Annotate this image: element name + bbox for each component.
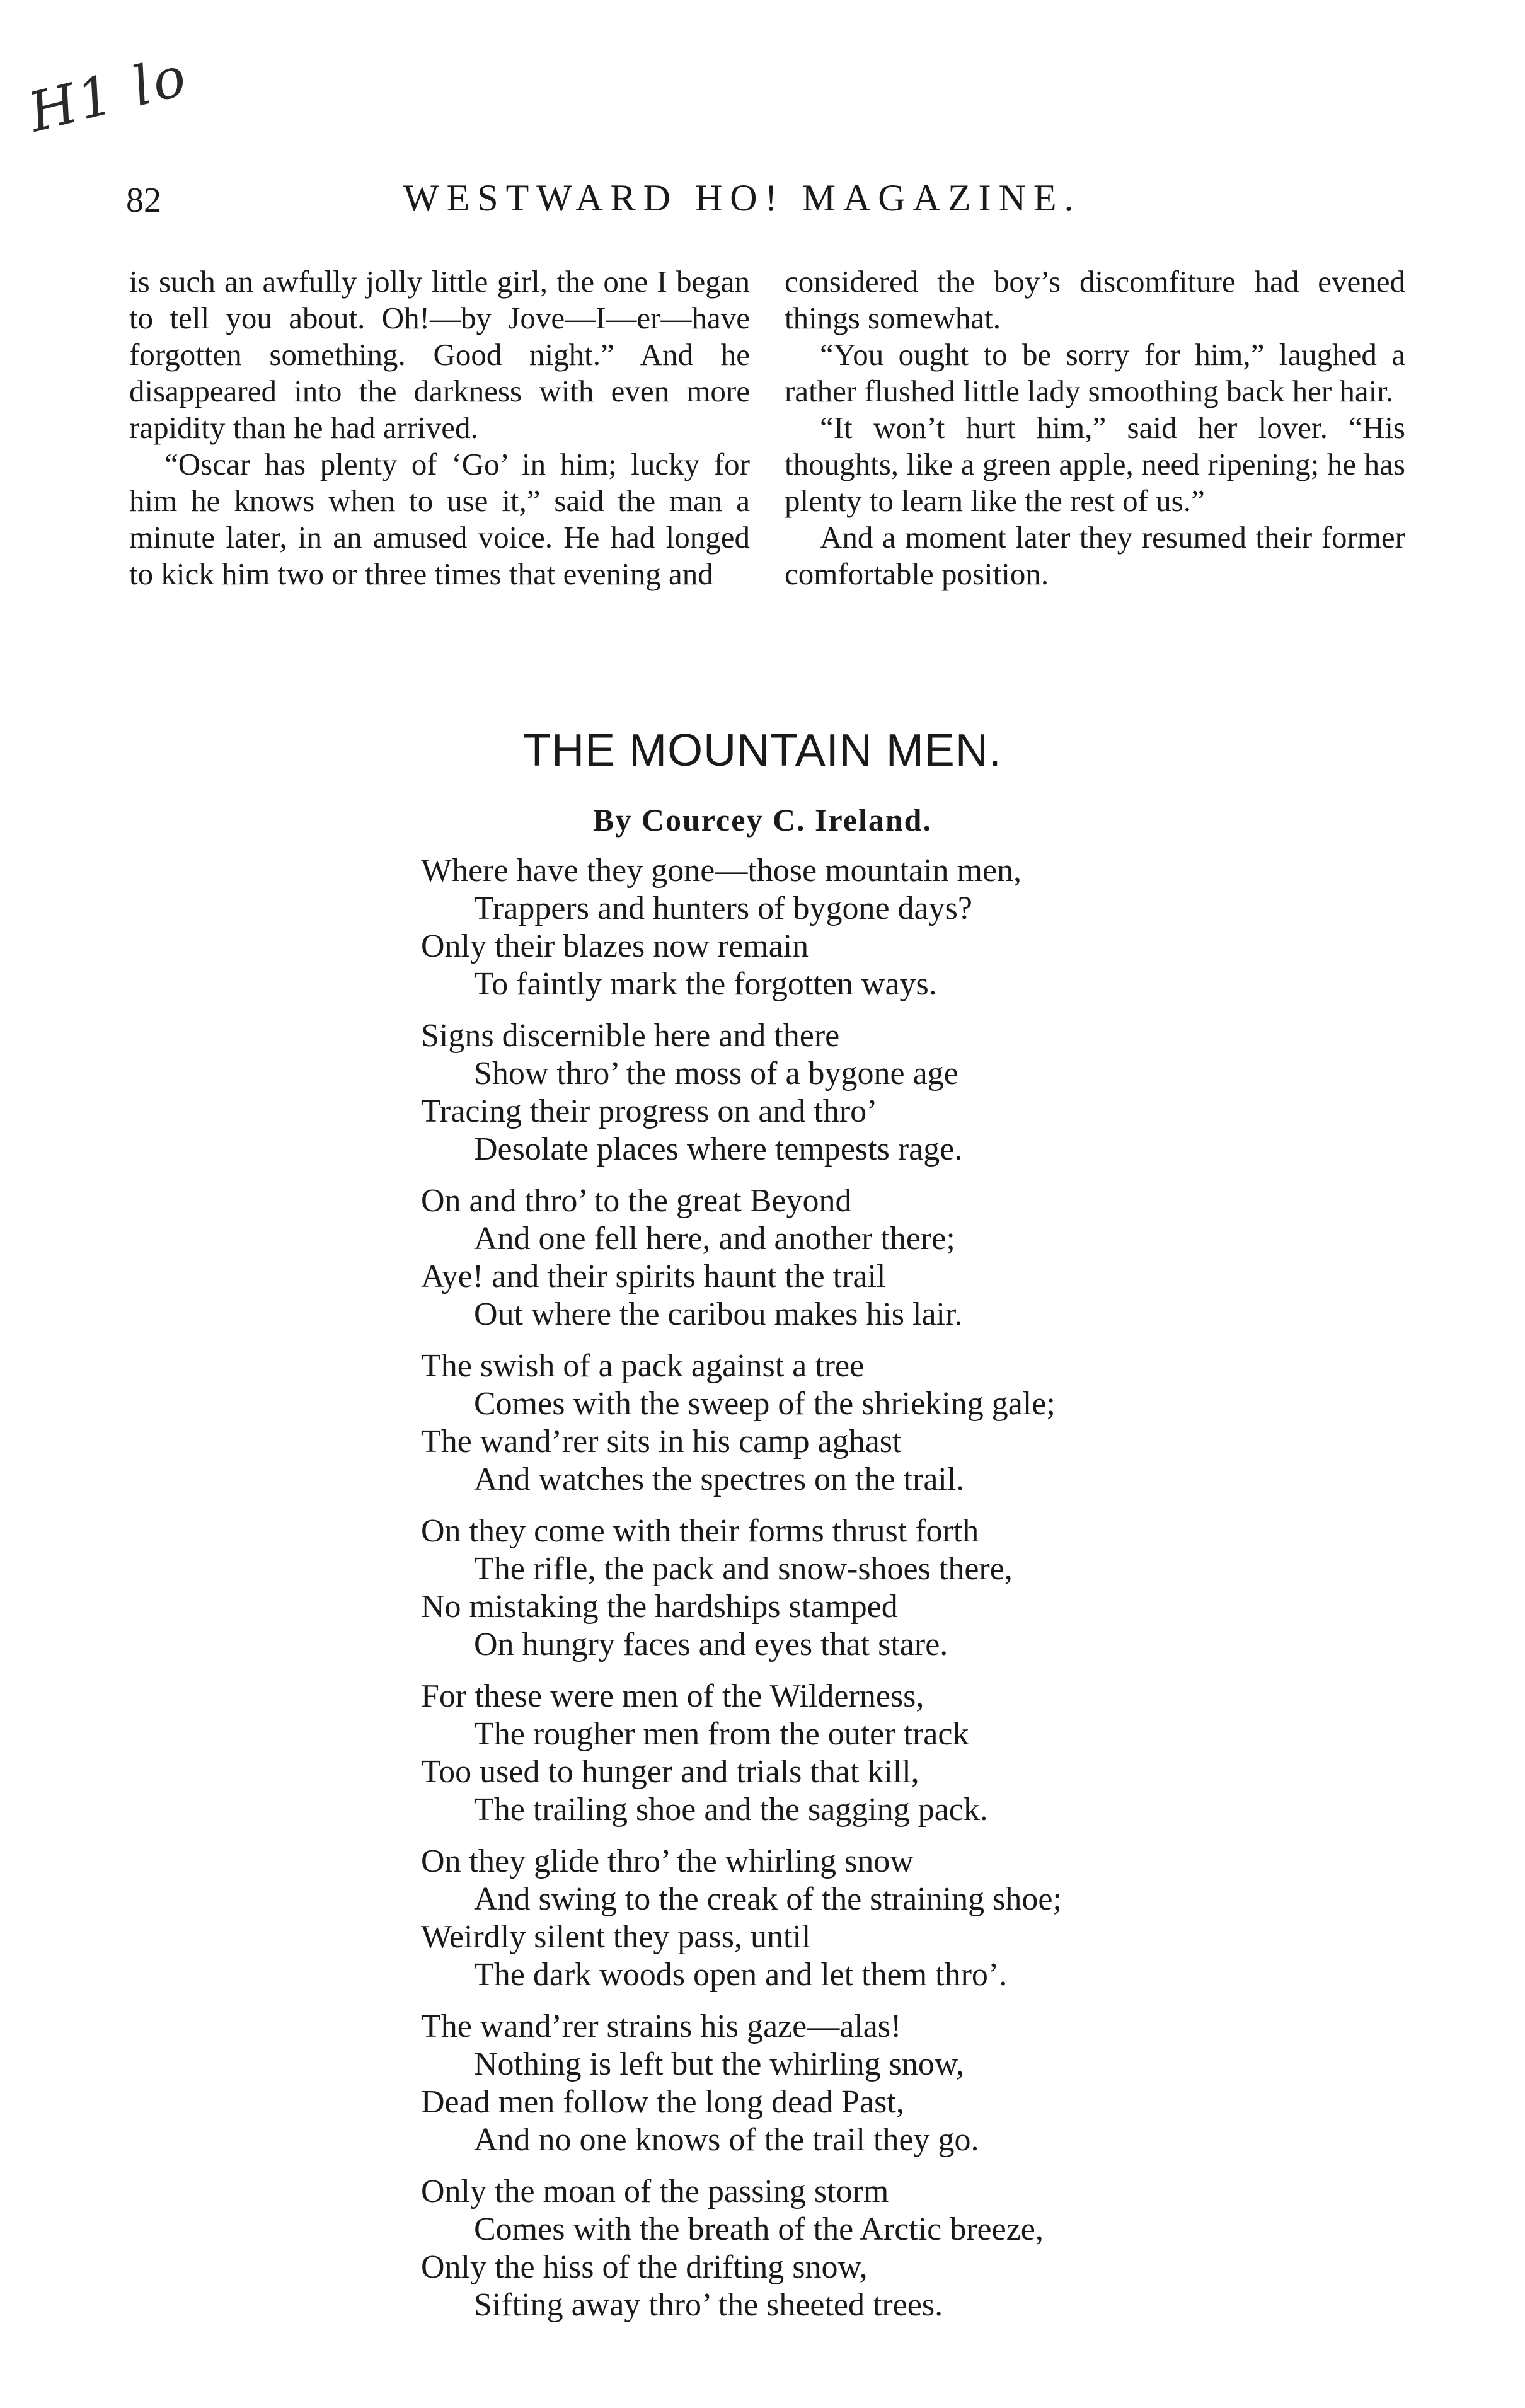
poem-stanza	[421, 1182, 1062, 1334]
poem-line: And swing to the creak of the straining shoe;	[474, 1881, 1062, 1917]
poem-line: The swish of a pack against a tree	[421, 1348, 865, 1384]
poem-line: The wand’rer strains his gaze—alas!	[421, 2008, 902, 2044]
story-paragraph: “It won’t hurt him,” said her lover. “His thoughts, like a green apple, need ripening; he has plenty to learn like the rest of us.”	[785, 410, 1405, 518]
story-paragraph: “You ought to be sorry for him,” laughed a rather flushed little lady smoothing back her hair.	[785, 337, 1405, 408]
poem-line: Nothing is left but the whirling snow,	[474, 2046, 965, 2082]
poem-line: Sifting away thro’ the sheeted trees.	[474, 2287, 943, 2323]
poem-stanza	[421, 2173, 1062, 2324]
poem-stanza	[421, 1843, 1062, 1994]
poem-line: On they come with their forms thrust forth	[421, 1513, 979, 1549]
poem-line: Where have they gone—those mountain men,	[421, 853, 1022, 889]
poem-line: No mistaking the hardships stamped	[421, 1589, 898, 1625]
poem-line: Too used to hunger and trials that kill,	[421, 1754, 919, 1790]
poem-line: Signs discernible here and there	[421, 1018, 840, 1054]
running-head: WESTWARD HO! MAGAZINE.	[403, 177, 1081, 219]
poem-line: Only the moan of the passing storm	[421, 2174, 889, 2209]
poem-line: Tracing their progress on and thro’	[421, 1093, 878, 1129]
poem-line: Trappers and hunters of bygone days?	[474, 890, 972, 926]
page-number: 82	[126, 181, 161, 220]
poem-line: The rougher men from the outer track	[474, 1716, 969, 1752]
poem-line: And watches the spectres on the trail.	[474, 1461, 965, 1497]
story-right-column	[785, 263, 1405, 592]
story-left-column	[129, 263, 750, 592]
poem-line: Out where the caribou makes his lair.	[474, 1296, 963, 1332]
story-paragraph: “Oscar has plenty of ‘Go’ in him; lucky for him he knows when to use it,” said the man a minute later, in an amused voice. He had longed to kick him two or three times that evening and	[129, 447, 750, 591]
poem-line: Aye! and their spirits haunt the trail	[421, 1259, 886, 1294]
poem-line: On they glide thro’ the whirling snow	[421, 1843, 914, 1879]
poem-line: Comes with the breath of the Arctic breeze,	[474, 2211, 1044, 2247]
poem-line: To faintly mark the forgotten ways.	[474, 966, 937, 1002]
poem-title: THE MOUNTAIN MEN.	[523, 725, 1002, 776]
poem-stanza	[421, 2008, 1062, 2159]
poem-line: Only the hiss of the drifting snow,	[421, 2249, 868, 2285]
poem-stanza	[421, 1017, 1062, 1168]
poem-line: Dead men follow the long dead Past,	[421, 2084, 904, 2120]
poem-line: For these were men of the Wilderness,	[421, 1678, 924, 1714]
poem-line: And no one knows of the trail they go.	[474, 2122, 979, 2158]
poem-line: Desolate places where tempests rage.	[474, 1131, 963, 1167]
story-paragraph: And a moment later they resumed their former comfortable position.	[785, 520, 1405, 591]
poem-line: On and thro’ to the great Beyond	[421, 1183, 852, 1219]
poem-line: The rifle, the pack and snow-shoes there,	[474, 1551, 1013, 1587]
poem-stanza	[421, 1678, 1062, 1829]
poem-line: On hungry faces and eyes that stare.	[474, 1627, 948, 1662]
poem-byline: By Courcey C. Ireland.	[593, 802, 932, 838]
poem-line: The dark woods open and let them thro’.	[474, 1957, 1008, 1993]
poem-stanza	[421, 852, 1062, 1003]
story-paragraph: is such an awfully jolly little girl, the one I began to tell you about. Oh!—by Jove—I—er—have forgotten something. Good night.” And he disappeared into the darkness with even more rapidity than he had arrived.	[129, 264, 750, 445]
poem-stanza	[421, 1512, 1062, 1664]
poem-line: Only their blazes now remain	[421, 928, 809, 964]
story-paragraph: considered the boy’s discomfiture had evened things somewhat.	[785, 264, 1405, 335]
poem-line: And one fell here, and another there;	[474, 1221, 955, 1257]
handwritten-annotation: H1 lo	[22, 44, 195, 145]
poem-line: The wand’rer sits in his camp aghast	[421, 1424, 902, 1460]
poem-line: The trailing shoe and the sagging pack.	[474, 1792, 988, 1828]
poem-body	[421, 852, 1062, 2338]
poem-line: Comes with the sweep of the shrieking gale;	[474, 1386, 1056, 1422]
poem-line: Show thro’ the moss of a bygone age	[474, 1056, 958, 1092]
poem-stanza	[421, 1347, 1062, 1499]
poem-line: Weirdly silent they pass, until	[421, 1919, 811, 1955]
